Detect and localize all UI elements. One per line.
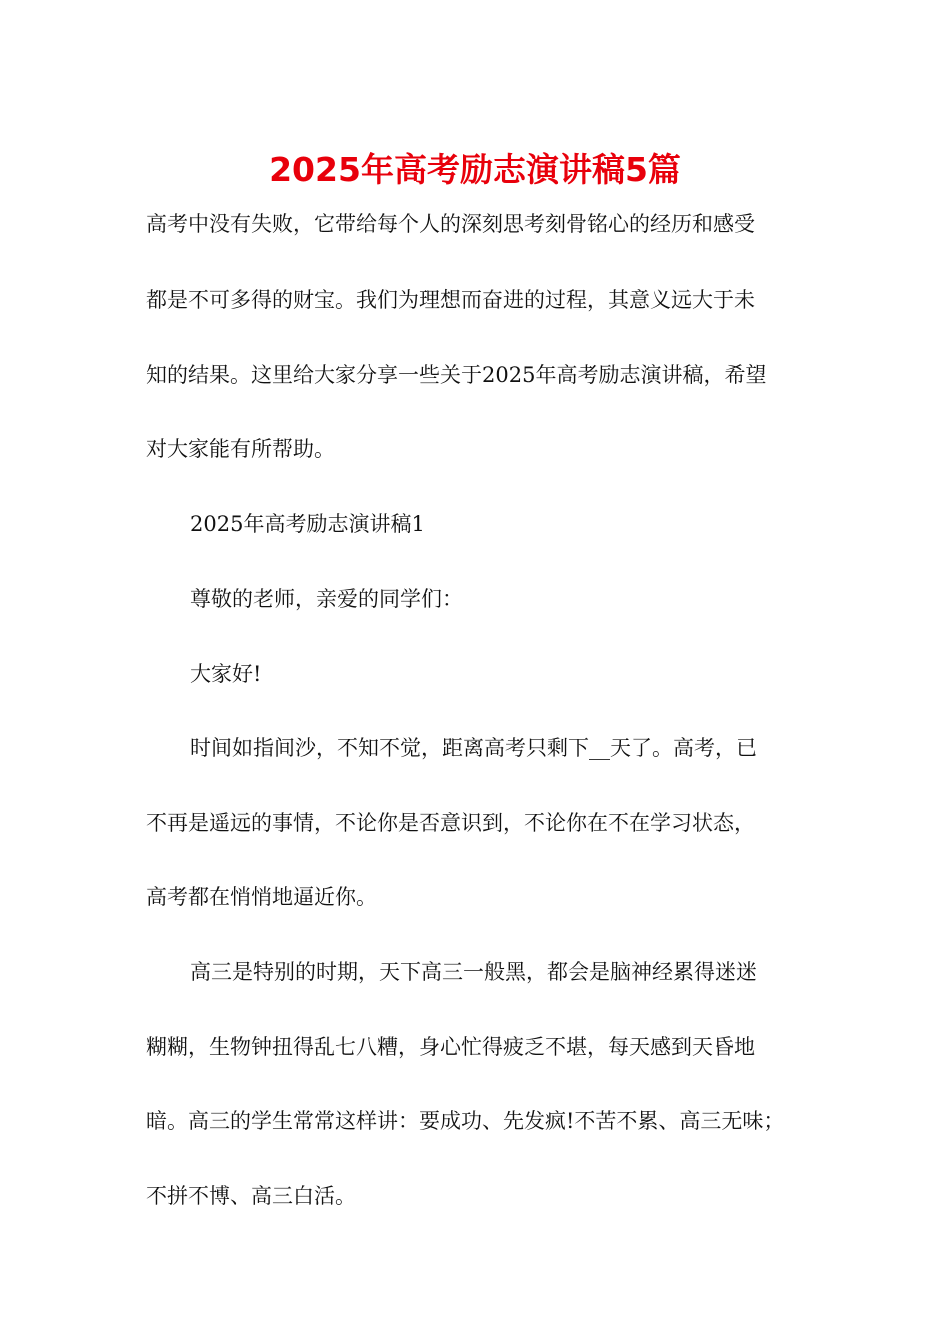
paragraph-line: 高三是特别的时期，天下高三一般黑，都会是脑神经累得迷迷 <box>190 960 757 984</box>
salutation: 尊敬的老师，亲爱的同学们： <box>190 587 463 611</box>
paragraph-line: 不拼不博、高三白活。 <box>146 1184 356 1208</box>
paragraph-line: 都是不可多得的财宝。我们为理想而奋进的过程，其意义远大于未 <box>146 288 755 312</box>
paragraph-line: 对大家能有所帮助。 <box>146 437 335 461</box>
paragraph-line: 高考中没有失败，它带给每个人的深刻思考刻骨铭心的经历和感受 <box>146 212 755 236</box>
paragraph-line: 糊糊，生物钟扭得乱七八糟，身心忙得疲乏不堪，每天感到天昏地 <box>146 1035 755 1059</box>
paragraph-line: 时间如指间沙，不知不觉，距离高考只剩下__天了。高考，已 <box>190 736 757 760</box>
document-title: 2025年高考励志演讲稿5篇 <box>269 150 681 189</box>
section-heading: 2025年高考励志演讲稿1 <box>190 512 425 536</box>
paragraph-line: 高考都在悄悄地逼近你。 <box>146 885 377 909</box>
paragraph-line: 知的结果。这里给大家分享一些关于2025年高考励志演讲稿，希望 <box>146 363 767 387</box>
paragraph-line: 不再是遥远的事情，不论你是否意识到，不论你在不在学习状态， <box>146 811 755 835</box>
greeting: 大家好! <box>190 662 262 686</box>
paragraph-line: 暗。高三的学生常常这样讲：要成功、先发疯!不苦不累、高三无味； <box>146 1109 785 1133</box>
